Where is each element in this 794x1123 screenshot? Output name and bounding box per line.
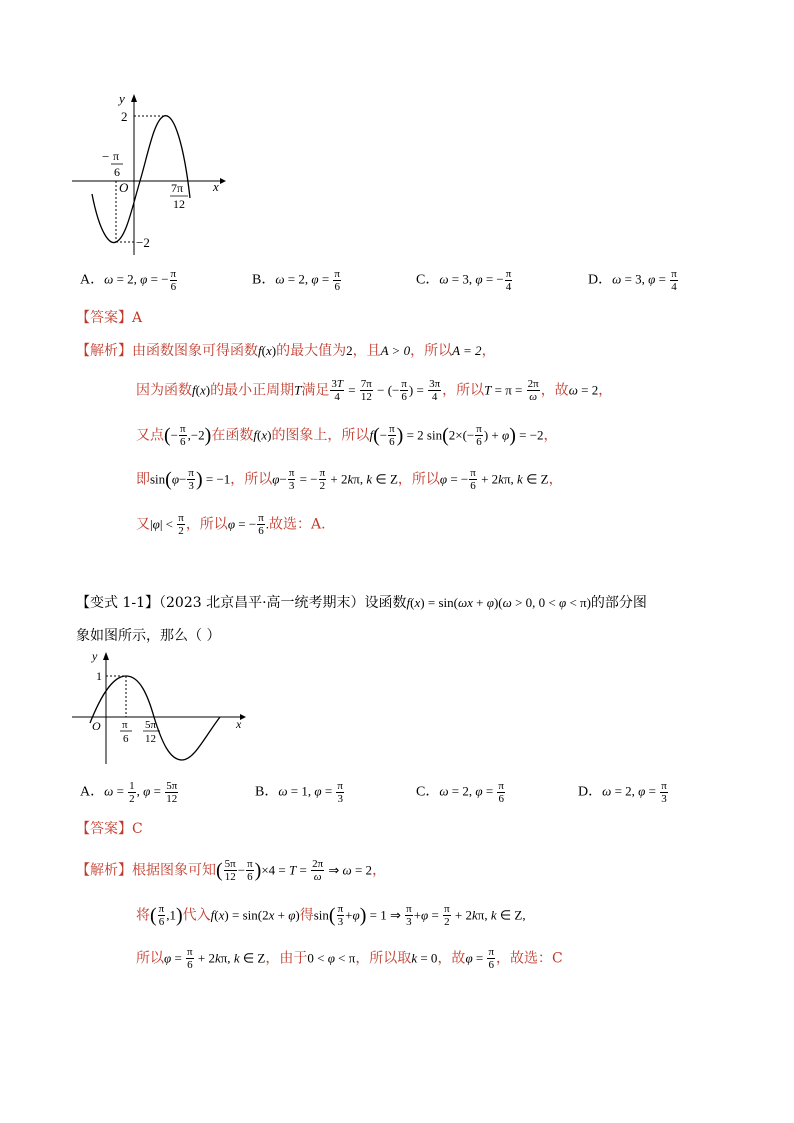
- answer-tag: 【答案】: [76, 310, 132, 326]
- y-axis-label: y: [119, 91, 125, 106]
- x2-num: 5π: [145, 719, 157, 731]
- option-b[interactable]: B．ω = 2, φ = $\frac{\pi}{6}$: [252, 268, 340, 293]
- answer-line-1: [76, 309, 142, 327]
- answer-line-2: 【答案】C: [76, 821, 143, 837]
- x-axis-label: x: [213, 179, 219, 194]
- x2-den: 12: [145, 733, 156, 745]
- y-axis-label: y: [92, 649, 98, 663]
- origin-label: O: [92, 719, 101, 733]
- analysis-2-line-3: 所以φ = $\frac{\pi}{6}$ + 2kπ, k ∈ Z，由于0 < φ < π，所以取k = 0，故φ = $\frac{\pi}{6}$ ，故选：C: [136, 946, 563, 971]
- option-c-2[interactable]: C．ω = 2, φ = $\frac{\pi}{6}$: [416, 780, 504, 805]
- y-max-label: 2: [121, 109, 128, 124]
- analysis-1-line-2: 因为函数f(x)的最小正周期T满足 $\frac{3T}{4}$ = $\frac{7\pi}{12}$ − (− $\frac{\pi}{6}$ ) = $\frac{3\pi}{4}$ ，所以T = π = $\frac{2\pi}{\omega}$ ，故ω = 2，: [136, 378, 613, 403]
- analysis-1-line-3: 又点(− $\frac{\pi}{6}$ ,−2)在函数f(x)的图象上，所以f(− $\frac{\pi}{6}$ ) = 2 sin(2×(− $\frac{\pi}{6}$ ) + φ) = −2，: [136, 423, 558, 448]
- sine-curve: [90, 676, 220, 760]
- analysis-1-line-4: 即sin(φ− $\frac{\pi}{3}$ ) = −1，所以φ− $\frac{\pi}{3}$ = − $\frac{\pi}{2}$ + 2kπ, k ∈ Z，所以φ = − $\frac{\pi}{6}$ + 2kπ, k ∈ Z，: [136, 467, 563, 492]
- graph-2: [70, 648, 250, 770]
- answer-value-2: C: [132, 821, 143, 837]
- x-left-den: 6: [114, 165, 120, 179]
- x-right-num: 7π: [171, 181, 184, 195]
- option-a-2[interactable]: A．ω = $\frac{1}{2}$ , φ = $\frac{5\pi}{12}$: [80, 780, 178, 805]
- x1-den: 6: [123, 733, 129, 745]
- answer-value: A: [132, 310, 143, 326]
- variant-title-line-2: 象如图所示，那么（ ）: [76, 628, 221, 644]
- x1-num: π: [122, 719, 128, 731]
- x-axis-label: x: [236, 717, 242, 731]
- x-right-den: 12: [173, 197, 185, 211]
- option-d[interactable]: D．ω = 3, φ = $\frac{\pi}{4}$: [588, 268, 677, 293]
- y-min-label: −2: [136, 235, 150, 250]
- option-b-2[interactable]: B．ω = 1, φ = $\frac{\pi}{3}$: [255, 780, 343, 805]
- y-axis-arrow: [131, 94, 137, 102]
- sine-curve: [92, 116, 190, 243]
- y-max-label: 1: [96, 669, 102, 683]
- analysis-1-line-5: 又|φ| < $\frac{\pi}{2}$ ，所以φ = − $\frac{\pi}{6}$ .故选：A.: [136, 512, 326, 537]
- analysis-2-line-2: 将( $\frac{\pi}{6}$ ,1)代入f(x) = sin(2x + φ)得sin( $\frac{\pi}{3}$ +φ) = 1 ⇒ $\frac{\pi}{3}$ +φ = $\frac{\pi}{2}$ + 2kπ, k ∈ Z,: [136, 903, 526, 928]
- variant-title-line-1: 【变式 1-1】（2023 北京昌平·高一统考期末）设函数f(x) = sin(ωx + φ)(ω > 0, 0 < φ < π)的部分图: [76, 595, 647, 611]
- graph-1: [70, 90, 230, 260]
- option-a[interactable]: A．ω = 2, φ = − $\frac{\pi}{6}$: [80, 268, 177, 293]
- option-d-2[interactable]: D．ω = 2, φ = $\frac{\pi}{3}$: [578, 780, 667, 805]
- option-c[interactable]: C．ω = 3, φ = − $\frac{\pi}{4}$: [416, 268, 512, 293]
- analysis-1-line-1: 【解析】由函数图象可得函数f(x)的最大值为2，且A > 0，所以A = 2，: [76, 343, 496, 359]
- y-axis-arrow: [103, 652, 109, 660]
- x-left-num: π: [113, 149, 120, 163]
- x-axis-arrow: [220, 178, 226, 184]
- origin-label: O: [119, 180, 129, 195]
- analysis-2-line-1: 【解析】根据图象可知( $\frac{5\pi}{12}$ − $\frac{\pi}{6}$ )×4 = T = $\frac{2\pi}{\omega}$ ⇒ ω = 2，: [76, 858, 387, 883]
- x-left-sign: −: [102, 149, 110, 164]
